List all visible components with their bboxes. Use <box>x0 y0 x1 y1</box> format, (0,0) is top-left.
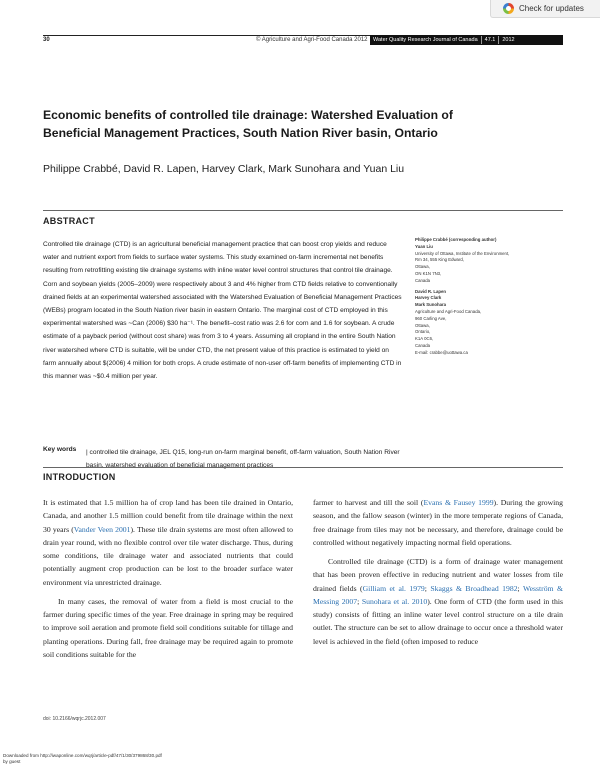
affiliation-address-line: K1A 0C6, <box>415 336 434 342</box>
download-by: by guest <box>3 759 21 764</box>
abstract-heading: ABSTRACT <box>43 216 95 226</box>
citation-link[interactable]: Sunohara et al. 2010 <box>361 596 428 606</box>
article-authors: Philippe Crabbé, David R. Lapen, Harvey Clark, Mark Sunohara and Yuan Liu <box>43 163 405 175</box>
affiliation-block <box>415 237 565 285</box>
page-number: 30 <box>43 37 50 43</box>
check-for-updates-label: Check for updates <box>519 4 584 13</box>
journal-name: Water Quality Research Journal of Canada <box>373 37 478 43</box>
citation-link[interactable]: Wesström & Messing 2007 <box>313 583 563 606</box>
affiliation-address-line: Rm 34, 555 King Edward, <box>415 257 464 263</box>
abstract-body: Controlled tile drainage (CTD) is an agricultural beneficial management practice that can boost crop yields and reduce water and nutrient export from fields to surface water systems. This study examined on-farm incremental net benefits resulting from retrofitting existing tile drainage systems with inline water level control structures that control tile drainage. Corn and soybean yields (2005–2009) were respectively about 3 and 4% higher from CTD fields relative to conventionally drained fields at an experimental watershed associated with the Watershed Evaluation of Beneficial Management Practices (WEBs) program located in the South Nation river basin in eastern Ontario. The marginal cost of CTD employed in this experimental watershed was ~Can (2006) $30 ha⁻¹. The benefit–cost ratio was 2.6 for corn and 1.6 for soybean. A crude estimate of a payback period (without cost share) was from 3 to 4 years. Assuming all cropland in the entire South Nation river watershed where CTD is suitable, will be under CTD, the net present value of this practice is estimated to yield on farm annually about $(2006) 4 million for both crops. A crude estimate of non-user off-farm benefits of implementing CTD in this manner was ~$0.4 million per year. <box>43 241 402 381</box>
affiliation-address-line: Ontario, <box>415 329 431 335</box>
journal-bar <box>370 35 563 45</box>
affiliation-address-line: 960 Carling Ave, <box>415 315 447 321</box>
keywords-text: | controlled tile drainage, JEL Q15, long-run on-farm marginal benefit, off-farm valuation, South Nation River basin, watershed evaluation of beneficial management practices <box>86 449 400 470</box>
affiliation-block <box>415 289 565 357</box>
corresponding-email[interactable]: E-mail: crabbe@uottawa.ca <box>415 349 468 355</box>
affiliation-address-line: University of Ottawa, Institute of the Environment, <box>415 250 510 256</box>
paragraph: It is estimated that 1.5 million ha of crop land has been tile drained in Ontario, Canada, and another 1.5 million could benefit from tile drainage within the next 30 years (Vander Veen 2001). These tile drain systems are most often allowed to drain year round, with no flexible control over tile water discharge. Thus, during some conditions, tile drainage water and associated nutrients that could potentially augment crop production can be lost to the broader surface water environment via unrestricted drainage. <box>43 498 294 587</box>
check-for-updates-badge[interactable] <box>490 0 600 18</box>
introduction-rule <box>43 467 563 468</box>
citation-link[interactable]: Evans & Fausey 1999 <box>423 498 494 507</box>
affiliation-address-line: Ottawa, <box>415 264 430 270</box>
affiliation-name: Harvey Clark <box>415 295 442 301</box>
intro-column-right <box>313 496 563 648</box>
affiliation-name: David R. Lapen <box>415 288 447 294</box>
journal-year: 2012 <box>502 37 515 43</box>
affiliation-address-line: Ottawa, <box>415 322 430 328</box>
paragraph: In many cases, the removal of water from a field is most crucial to the farmer during specific times of the year. Free drainage in spring may be required to improve soil aeration and promote field soil conditions suitable for tillage and planting operations. During fall, free drainage may be required again to promote soil conditions suitable for the <box>43 596 293 659</box>
author-affiliations <box>415 237 565 357</box>
affiliation-name: Philippe Crabbé (corresponding author) <box>415 237 497 242</box>
affiliation-address-line: Canada <box>415 277 431 283</box>
journal-volume: 47.1 <box>484 37 496 43</box>
affiliation-address-line: Agriculture and Agri-Food Canada, <box>415 308 482 314</box>
paragraph: farmer to harvest and till the soil (Evans & Fausey 1999). During the growing season, and the fallow season (winter) in the more temperate regions of Canada, free drainage from tiles may not be necessary, and therefore, drainage could be controlled without negatively impacting normal field operations. <box>313 498 563 547</box>
introduction-heading: INTRODUCTION <box>43 472 116 482</box>
affiliation-address-line: Canada <box>415 342 431 348</box>
keywords-label: Key words <box>43 446 77 453</box>
download-url[interactable]: Downloaded from http://iwaponline.com/wqrj/article-pdf/47/1/30/379868/30.pdf <box>3 753 162 758</box>
abstract-rule <box>43 210 563 211</box>
affiliation-name: Mark Sunohara <box>415 302 447 308</box>
affiliation-name: Yuan Liu <box>415 243 433 249</box>
doi: doi: 10.2166/wqrjc.2012.007 <box>43 716 106 722</box>
affiliation-address-line: ON K1N 7N3, <box>415 270 442 276</box>
citation-link[interactable]: Vander Veen 2001 <box>73 524 131 534</box>
article-title: Economic benefits of controlled tile drainage: Watershed Evaluation of Beneficial Management Practices, South Nation River basin, Ontario <box>43 108 453 140</box>
intro-column-left <box>43 496 293 661</box>
paragraph: Controlled tile drainage (CTD) is a form of drainage water management that has been proven effective in reducing nutrient and water losses from tile drained fields (Gilliam et al. 1979; Skaggs & Broadhead 1982; Wesström & Messing 2007; Sunohara et al. 2010). One form of CTD (the form used in this study) consists of fitting an inline water level control structure on a tile drain outlet. The structure can be set to allow drainage to occur once a threshold water level is achieved in the field (often imposed to reduce <box>313 557 564 646</box>
copyright-notice: © Agriculture and Agri-Food Canada 2012 <box>256 37 368 43</box>
citation-link[interactable]: Gilliam et al. 1979 <box>362 583 425 593</box>
crossmark-icon <box>503 3 514 14</box>
citation-link[interactable]: Skaggs & Broadhead 1982 <box>430 583 518 593</box>
download-notice <box>3 753 162 765</box>
